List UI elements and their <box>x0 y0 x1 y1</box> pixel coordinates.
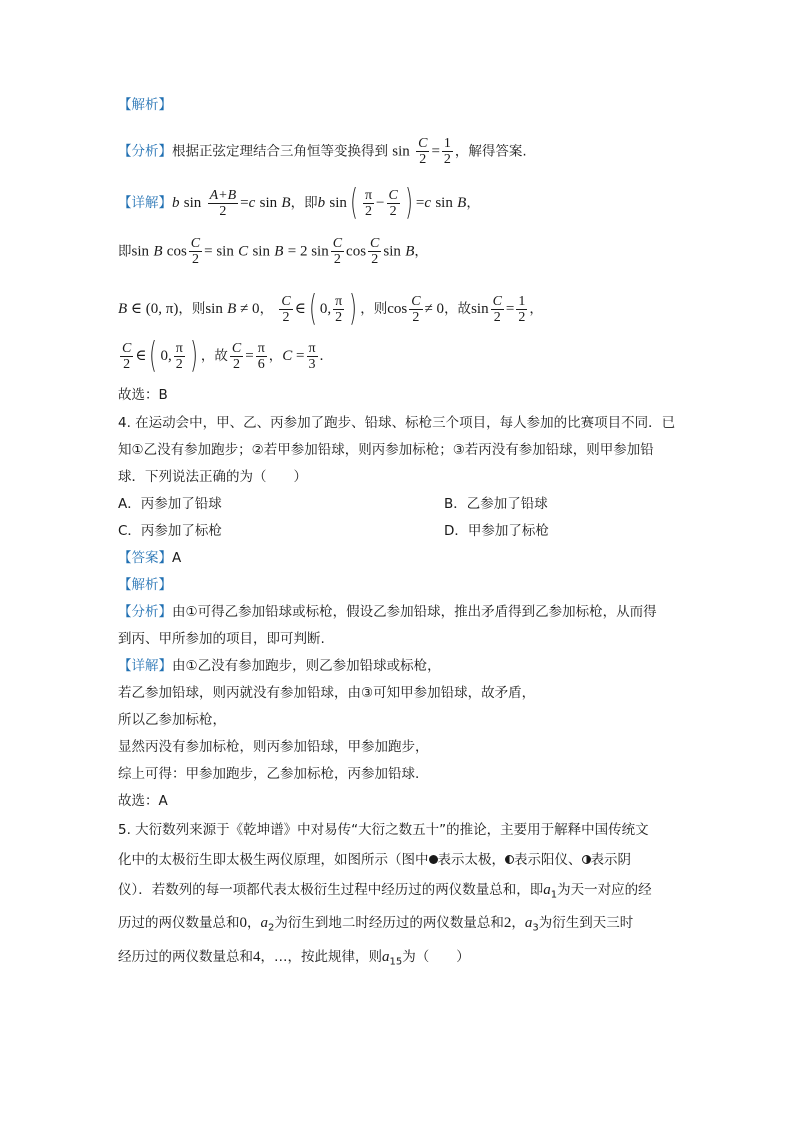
analysis-heading: 【解析】 <box>118 97 172 113</box>
q4-stem-line2: 知①乙没有参加跑步；②若甲参加铅球，则丙参加标枪；③若丙没有参加铅球，则甲参加铅 <box>118 442 654 458</box>
frac-c-2: $\frac{C}{2}$ <box>418 136 428 167</box>
fenxi-text-end: ，解得答案. <box>454 143 527 160</box>
q4-fenxi-line1: 【分析】由①可得乙参加铅球或标枪，假设乙参加铅球，推出矛盾得到乙参加标枪，从而得 <box>118 604 657 620</box>
q4-option-d: D．甲参加了标枪 <box>444 523 549 539</box>
frac-1-2: $\frac{1}{2}$ <box>443 136 451 167</box>
taiji-filled-circle-icon <box>429 855 438 864</box>
q4-option-c: C．丙参加了标枪 <box>118 523 222 539</box>
q4-stem-line3: 球．下列说法正确的为（ ） <box>118 469 307 485</box>
math-sin: sin <box>392 143 410 160</box>
q4-choose: 故选：A <box>118 793 168 809</box>
q4-option-a: A．丙参加了铅球 <box>118 496 222 512</box>
q3-choose: 故选：B <box>118 387 168 403</box>
q4-answer: 【答案】A <box>118 550 182 566</box>
q5-line4: 历过的两仪数量总和0，$a_2$为衍生到地二时经历过的两仪数量总和2，$a_3$为衍生到天三时 <box>118 915 634 934</box>
q4-xiangjie-line4: 显然丙没有参加标枪，则丙参加铅球，甲参加跑步， <box>118 739 429 755</box>
q3-xiangjie-line2: 即sin B cos $\frac{C}{2}$ = sin C sin B = 2 sin $\frac{C}{2}$ cos $\frac{C}{2}$ sin B， <box>118 236 428 267</box>
q4-fenxi-line2: 到丙、甲所参加的项目，即可判断. <box>118 631 325 647</box>
q4-xiangjie-line2: 若乙参加铅球，则丙就没有参加铅球，由③可知甲参加铅球，故矛盾， <box>118 685 536 701</box>
yang-half-circle-icon <box>505 855 514 864</box>
fenxi-text: 根据正弦定理结合三角恒等变换得到 <box>172 143 388 160</box>
q4-option-b: B．乙参加了铅球 <box>444 496 548 512</box>
frac-a-plus-b: $\frac{A+B}{2}$ <box>209 187 237 219</box>
q3-fenxi: 【分析】根据正弦定理结合三角恒等变换得到 sin $\frac{C}{2}$ = $\frac{1}{2}$ ，解得答案. <box>118 136 527 167</box>
q5-line3: 仪）．若数列的每一项都代表太极衍生过程中经历过的两仪数量总和，即$a_1$为天一对应的经 <box>118 882 652 901</box>
yin-half-circle-icon <box>582 855 591 864</box>
xiangjie-tag: 【详解】 <box>118 195 172 211</box>
fenxi-tag: 【分析】 <box>118 143 172 160</box>
q4-stem-line1: 4. 在运动会中，甲、乙、丙参加了跑步、铅球、标枪三个项目，每人参加的比赛项目不同．已 <box>118 415 676 431</box>
q5-line5: 经历过的两仪数量总和4，…，按此规律，则$a_{15}$为（ ） <box>118 949 470 968</box>
q3-xiangjie-line3: B ∈ (0, π)，则sin B ≠ 0， $\frac{C}{2}$ ∈( 0, $\frac{\pi}{2}$ ) ，则cos $\frac{C}{2}$ ≠ 0，故sin $\frac{C}{2}$ = $\frac{1}{2}$ ， <box>118 288 543 329</box>
q5-line2: 化中的太极衍生即太极生两仪原理，如图所示（图中 表示太极， 表示阳仪、 表示阴 <box>118 852 631 868</box>
q4-analysis-heading: 【解析】 <box>118 577 172 593</box>
q3-xiangjie-line4: $\frac{C}{2}$ ∈( 0, $\frac{\pi}{2}$ ) ，故 $\frac{C}{2}$ = $\frac{\pi}{6}$ ，C = $\frac{\pi}{3}$ . <box>122 335 324 376</box>
q4-xiangjie-line5: 综上可得：甲参加跑步，乙参加标枪，丙参加铅球. <box>118 766 420 782</box>
q4-xiangjie-line3: 所以乙参加标枪， <box>118 712 226 728</box>
q5-line1: 5. 大衍数列来源于《乾坤谱》中对易传“大衍之数五十”的推论，主要用于解释中国传统文 <box>118 822 649 838</box>
q4-xiangjie-line1: 【详解】由①乙没有参加跑步，则乙参加铅球或标枪， <box>118 658 441 674</box>
q3-xiangjie-line1: 【详解】b sin $\frac{A+B}{2}$ =c sin B，即b sin( $\frac{\pi}{2}$ − $\frac{C}{2}$ ) =c sin B， <box>118 182 480 223</box>
